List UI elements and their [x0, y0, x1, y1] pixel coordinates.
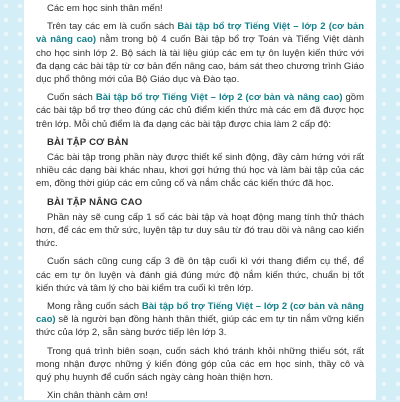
- document-page: [24, 0, 376, 400]
- paragraph-structure: [36, 91, 364, 131]
- paragraph-review-tests: Cuốn sách cũng cung cấp 3 đề ôn tập cuối kì với thang điểm cụ thể, để các em tự ôn luyện và đánh giá đúng mức độ nắm kiến thức, chuẩn bị tốt kiến thức và tâm lý cho bài kiểm tra cuối kì trên lớp.: [36, 256, 364, 294]
- greeting: Các em học sinh thân mến!: [47, 3, 163, 14]
- paragraph-advanced: Phần này sẽ cung cấp 1 số các bài tập và hoạt động mang tính thử thách hơn, để các em thử sức, luyện tập tư duy sâu từ đó trau dồi và nâng cao kiến thức.: [36, 211, 364, 250]
- closing-thanks: Xin chân thành cảm ơn!: [47, 390, 148, 402]
- paragraph-feedback: Trong quá trình biên soạn, cuốn sách khó tránh khỏi những thiếu sót, rất mong nhận được những ý kiến đóng góp của các em học sinh, thầy cô và quý phụ huynh để cuốn sách ngày càng hoàn thiện hơn.: [36, 345, 364, 384]
- book-title-highlight: Bài tập bổ trợ Tiếng Việt – lớp 2 (cơ bản và nâng cao): [95, 92, 343, 104]
- paragraph-hope-end: sẽ là người bạn đồng hành thân thiết, giúp các em tự tin nắm vững kiến thức của lớp 2, sẵn sàng bước tiếp lên lớp 3.: [36, 314, 364, 339]
- paragraph-intro: [36, 20, 364, 86]
- paragraph-hope-start: Mong rằng cuốn sách: [47, 301, 142, 313]
- book-title-highlight: Bài tập bổ trợ Tiếng Việt – lớp 2 (cơ bản và nâng cao): [36, 21, 364, 46]
- book-title-highlight: Bài tập bổ trợ Tiếng Việt – lớp 2 (cơ bản và nâng cao): [36, 301, 364, 326]
- paragraph-intro-end: nằm trong bộ 4 cuốn Bài tập bổ trợ Toán và Tiếng Việt dành cho học sinh lớp 2. Bộ sách là tài liệu giúp các em tự ôn luyện kiến thức với đa dạng các bài tập từ cơ bản đến nâng cao, bám sát theo chương trình Giáo dục phổ thông mới của Bộ Giáo dục và Đào tạo.: [36, 34, 365, 86]
- heading-advanced-exercises: BÀI TẬP NÂNG CAO: [47, 196, 143, 208]
- paragraph-structure-end: gồm các bài tập bổ trợ theo đúng các chủ điểm kiến thức mà các em đã được học trên lớp. Mỗi chủ điểm là đa dạng các bài tập được chia làm 2 cấp độ:: [36, 92, 365, 130]
- paragraph-basic: Các bài tập trong phần này được thiết kế sinh động, đầy cảm hứng với rất nhiều các dạng bài khác nhau, khơi gợi hứng thú học và làm bài tập của các em, đồng thời giúp các em củng cố và nắm chắc các kiến thức đã học.: [36, 152, 364, 190]
- paragraph-structure-start: Cuốn sách: [47, 92, 96, 104]
- paragraph-intro-start: Trên tay các em là cuốn sách: [47, 21, 178, 33]
- heading-basic-exercises: BÀI TẬP CƠ BẢN: [47, 136, 129, 148]
- paragraph-hope: [36, 300, 364, 340]
